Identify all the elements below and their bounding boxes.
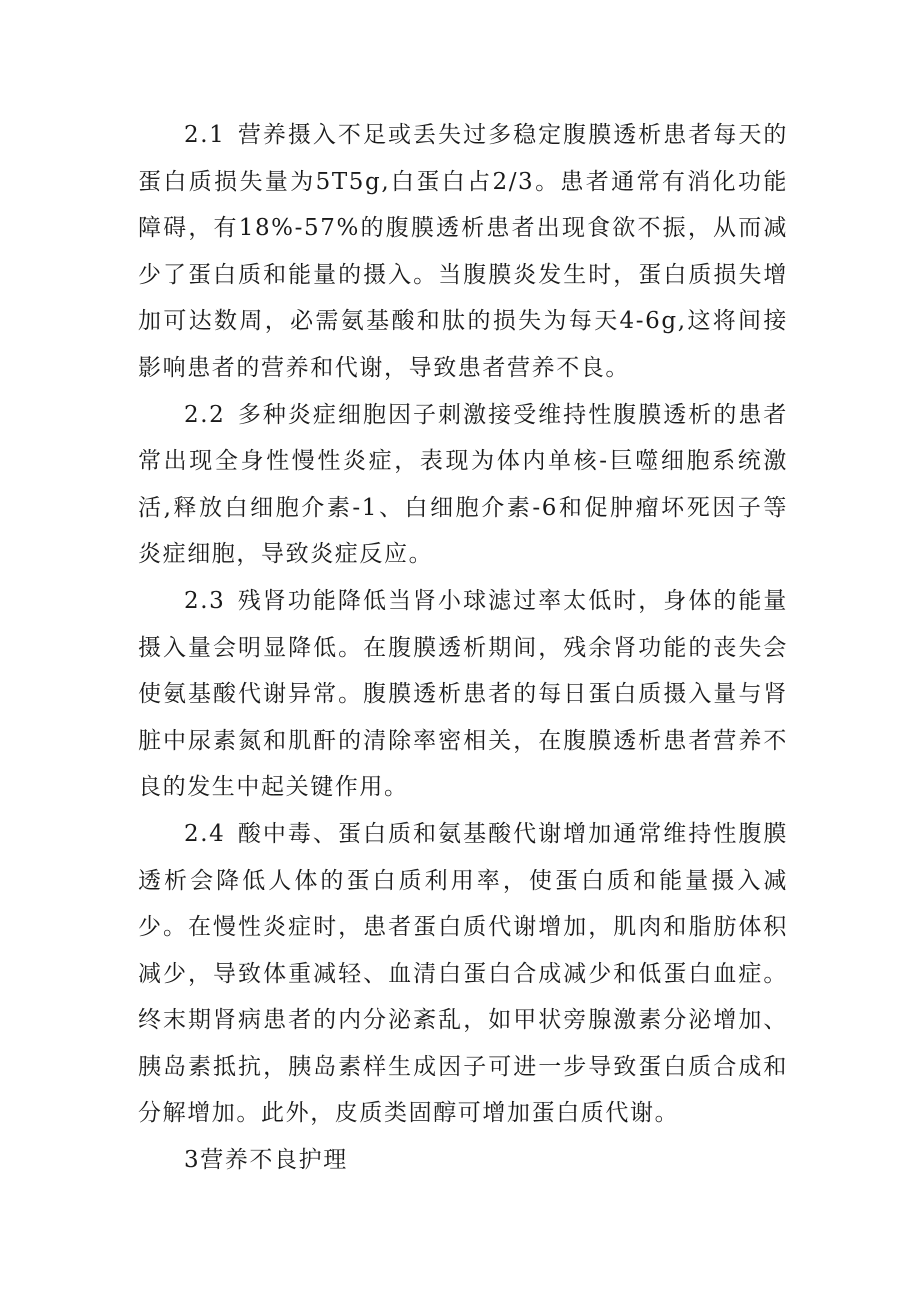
section-number: 2.1 [184, 122, 226, 148]
section-text: 营养摄入不足或丢失过多稳定腹膜透析患者每天的蛋白质损失量为5T5g,白蛋白占2/3。患者通常有消化功能障碍，有18%-57%的腹膜透析患者出现食欲不振，从而减少了蛋白质和能量的摄入。当腹膜炎发生时，蛋白质损失增加可达数周，必需氨基酸和肽的损失为每天4-6g,这将间接影响患者的营养和代谢，导致患者营养不良。 [138, 122, 788, 381]
section-3-heading: 3营养不良护理 [184, 1147, 348, 1174]
section-2-4-paragraph [138, 811, 788, 1137]
section-2-3-paragraph [138, 578, 788, 811]
body-text [138, 112, 788, 1184]
section-text: 多种炎症细胞因子刺激接受维持性腹膜透析的患者常出现全身性慢性炎症，表现为体内单核-巨噬细胞系统激活,释放白细胞介素-1、白细胞介素-6和促肿瘤坏死因子等炎症细胞，导致炎症反应。 [138, 401, 788, 568]
section-text: 酸中毒、蛋白质和氨基酸代谢增加通常维持性腹膜透析会降低人体的蛋白质利用率，使蛋白质和能量摄入减少。在慢性炎症时，患者蛋白质代谢增加，肌肉和脂肪体积减少，导致体重减轻、血清白蛋白合成减少和低蛋白血症。终末期肾病患者的内分泌紊乱，如甲状旁腺激素分泌增加、胰岛素抵抗，胰岛素样生成因子可进一步导致蛋白质合成和分解增加。此外，皮质类固醇可增加蛋白质代谢。 [138, 820, 788, 1127]
section-number: 2.3 [184, 587, 226, 614]
section-text: 残肾功能降低当肾小球滤过率太低时，身体的能量摄入量会明显降低。在腹膜透析期间，残余肾功能的丧失会使氨基酸代谢异常。腹膜透析患者的每日蛋白质摄入量与肾脏中尿素氮和肌酐的清除率密相关，在腹膜透析患者营养不良的发生中起关键作用。 [138, 587, 788, 801]
section-2-1-paragraph [138, 112, 788, 392]
section-number: 2.2 [184, 401, 226, 428]
section-number: 2.4 [184, 820, 226, 847]
section-2-2-paragraph [138, 392, 788, 578]
